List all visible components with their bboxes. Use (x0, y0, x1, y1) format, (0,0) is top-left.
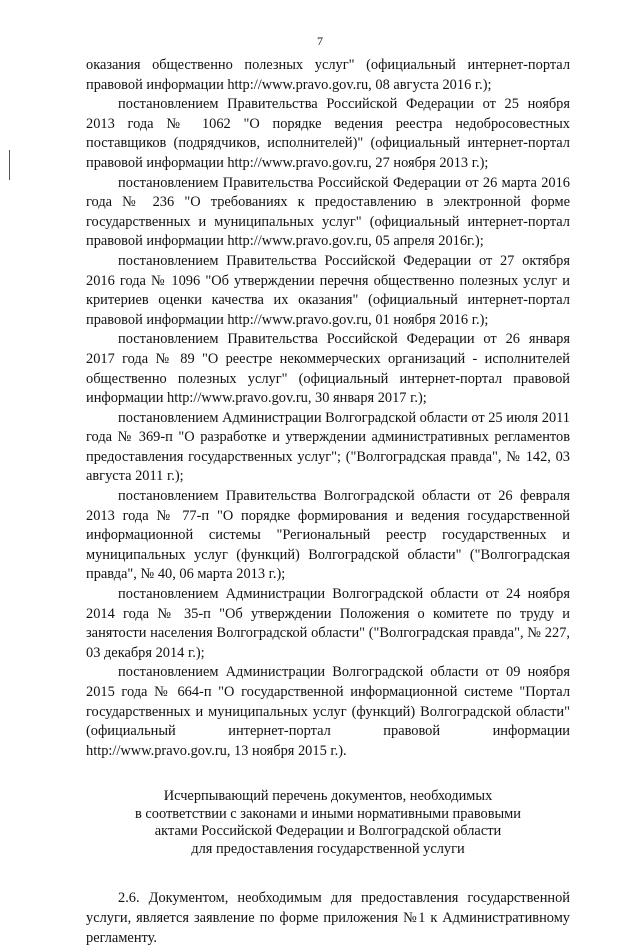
clause-2-6: 2.6. Документом, необходимым для предоставления государственной услуги, является заявление по форме приложения №1 к Административному регламенту. (86, 890, 570, 946)
legal-basis-item: постановлением Правительства Волгоградской области от 26 февраля 2013 года № 77-п "О порядке формирования и ведения государственной информационной системы "Региональный реестр государственных и муниципальных услуг (функций) Волгоградской области" ("Волгоградская правда", № 40, 06 марта 2013 г.); (86, 488, 570, 583)
section-heading-line: в соответствии с законами и иными нормативными правовыми (135, 805, 521, 822)
legal-basis-item: постановлением Правительства Российской Федерации от 26 января 2017 года № 89 "О реестре некоммерческих организаций - исполнителей общественно полезных услуг" (официальный интернет-портал правовой информации http://www.pravo.gov.ru, 30 января 2017 г.); (86, 331, 570, 407)
section-heading-line: актами Российской Федерации и Волгоградской области (154, 823, 502, 840)
section-heading (86, 788, 570, 858)
document-body (86, 56, 570, 948)
section-heading-line: Исчерпывающий перечень документов, необходимых (163, 788, 493, 805)
legal-basis-item: оказания общественно полезных услуг" (официальный интернет-портал правовой информации http://www.pravo.gov.ru, 08 августа 2016 г.); (86, 57, 570, 93)
section-heading-line: для предоставления государственной услуги (191, 840, 465, 857)
legal-basis-item: постановлением Правительства Российской Федерации от 25 ноября 2013 года № 1062 "О порядке ведения реестра недобросовестных поставщиков (подрядчиков, исполнителей)" (официальный интернет-портал правовой информации http://www.pravo.gov.ru, 27 ноября 2013 г.); (86, 96, 570, 171)
legal-basis-item: постановлением Правительства Российской Федерации от 27 октября 2016 года № 1096 "Об утверждении перечня общественно полезных услуг и критериев оценки качества их оказания" (официальный интернет-портал правовой информации http://www.pravo.gov.ru, 01 ноября 2016 г.); (86, 252, 570, 328)
legal-basis-item: постановлением Администрации Волгоградской области от 25 июля 2011 года № 369-п "О разработке и утверждении административных регламентов предоставления государственных услуг"; ("Волгоградская правда", № 142, 03 августа 2011 г.); (86, 409, 570, 485)
page-number: 7 (317, 34, 323, 48)
legal-basis-item: постановлением Администрации Волгоградской области от 24 ноября 2014 года № 35-п "Об утверждении Положения о комитете по труду и занятости населения Волгоградской области" ("Волгоградская правда", № 227, 03 декабря 2014 г.); (86, 586, 570, 661)
margin-mark (9, 150, 10, 180)
legal-basis-item: постановлением Правительства Российской Федерации от 26 марта 2016 года № 236 "О требованиях к предоставлению в электронной форме государственных и муниципальных услуг" (официальный интернет-портал правовой информации http://www.pravo.gov.ru, 05 апреля 2016г.); (86, 174, 570, 250)
legal-basis-item: постановлением Администрации Волгоградской области от 09 ноября 2015 года № 664-п "О государственной информационной системе "Портал государственных и муниципальных услуг (функций) Волгоградской области" (официальный интернет-портал правовой информации http://www.pravo.gov.ru, 13 ноября 2015 г.). (86, 664, 570, 759)
